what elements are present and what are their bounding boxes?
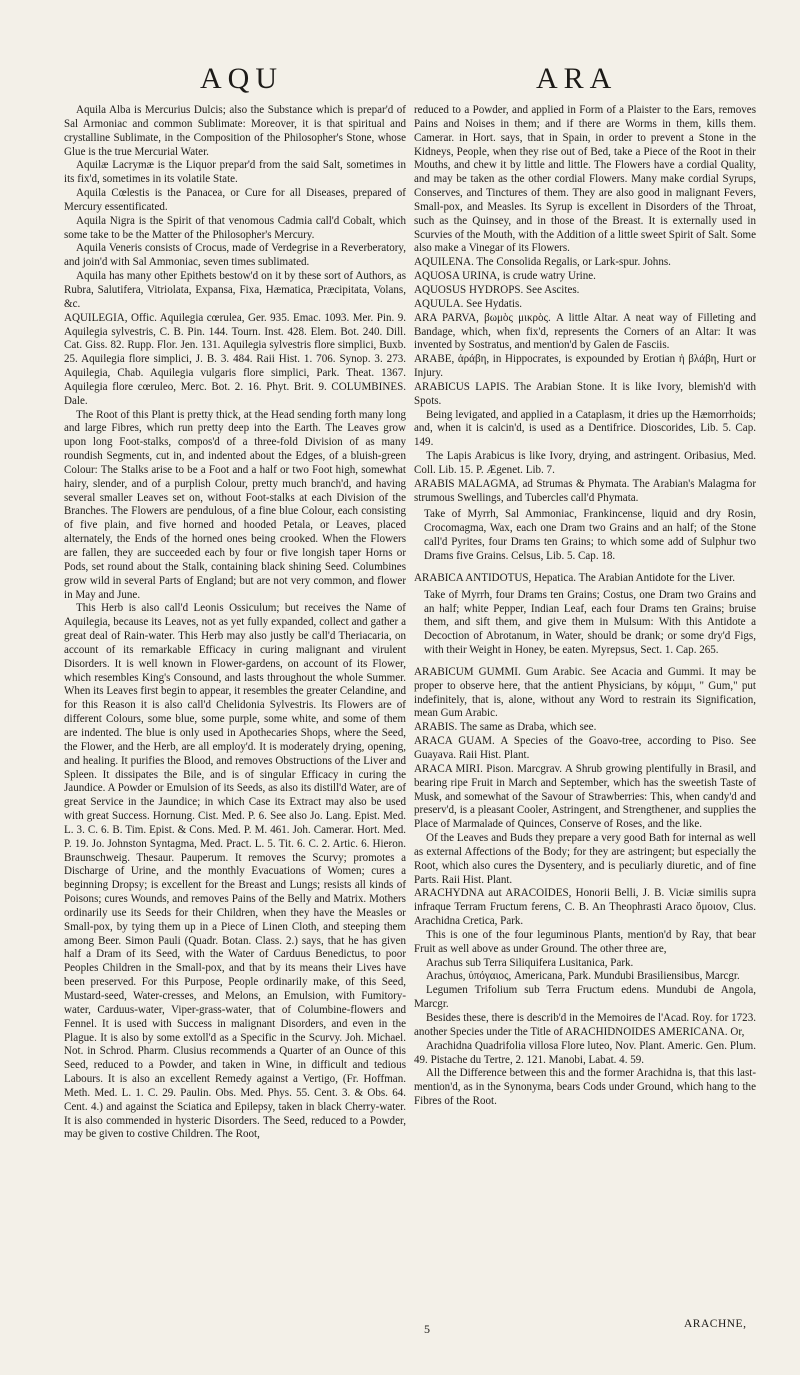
- paragraph: reduced to a Powder, and applied in Form of a Plaister to the Ears, removes Pains and Noises in them; and if there are Worms in them, kills them. Camerar. in Hort. says, that in Spain, in order to prevent a Stone in the Kidneys, People, when they rise out of Bed, take a Piece of the Root in their Mouths, and chew it by little and little. The Flowers have a cordial Quality, and may be taken as the other cordial Flowers. Many make cordial Syrups, Conserves, and Tinctures of them. They are also good in malignant Fevers, Small-pox, and Measles. Its Syrup is excellent in Disorders of the Throat, such as the Quinsey, and in those of the Breast. It is externally used in Scurvies of the Mouth, with the Addition of a little sweet Spirit of Salt. Some also make a Vinegar of its Flowers.: [414, 104, 756, 255]
- paragraph: All the Difference between this and the former Arachidna is, that this last-mention'd, as in the Synonyma, bears Cods under Ground, which hang to the Fibres of the Root.: [414, 1067, 756, 1108]
- species-line: Arachus sub Terra Siliquifera Lusitanica, Park.: [426, 956, 634, 969]
- entry-heading: AQUILEGIA, Offic. Aquilegia cœrulea, Ger. 935. Emac. 1093. Mer. Pin. 9. Aquilegia sylvestris, C. B. Pin. 144. Tourn. Inst. 428. Elem. Bot. 240. Dill. Cat. Giss. 82. Rupp. Flor. Jen. 131. Aquilegia sylvestris flore simplici, Buxb. 25. Aquilegia flore simplici, J. B. 3. 484. Raii Hist. 1. 706. Synop. 3. 273. Aquilegia, Chab. Aquilegia vulgaris flore simplici, Park. Theat. 1367. Aquilegia flore cœruleo, Merc. Bot. 2. 16. Phyt. Brit. 9. COLUMBINES. Dale.: [64, 311, 406, 407]
- recipe-block: Take of Myrrh, four Drams ten Grains; Costus, one Dram two Grains and an half; white Pepper, Indian Leaf, each four Drams ten Grains; bruise them, and sift them, and give them in Mulsum: With this Antidote a Decoction of Abrotanum, in Water, should be drank; or some dry'd Figs, with their Weight in Honey, be eaten. Myrepsus, Sect. 1. Cap. 265.: [424, 588, 756, 657]
- paragraph: Aquilæ Lacrymæ is the Liquor prepar'd from the said Salt, sometimes in its fix'd, sometimes in its volatile State.: [64, 159, 406, 186]
- entry-heading: AQUOSUS HYDROPS. See Ascites.: [414, 283, 580, 296]
- entry-heading: ARABIS MALAGMA, ad Strumas & Phymata. The Arabian's Malagma for strumous Swellings, and Tubercles call'd Phymata.: [414, 477, 756, 504]
- entry-heading: ARABE, ἀράβη, in Hippocrates, is expounded by Erotian ἠ βλάβη, Hurt or Injury.: [414, 353, 756, 380]
- paragraph: This is one of the four leguminous Plants, mention'd by Ray, that bear Fruit as well above as under Ground. The other three are,: [414, 928, 756, 955]
- paragraph: Being levigated, and applied in a Cataplasm, it dries up the Hæmorrhoids; and, when it is calcin'd, is used as a Dentifrice. Dioscorides, Lib. 5. Cap. 149.: [414, 408, 756, 449]
- entry-heading: ARABIS. The same as Draba, which see.: [414, 721, 597, 734]
- paragraph: Aquila Nigra is the Spirit of that venomous Cadmia call'd Cobalt, which some take to be the Matter of the Philosopher's Mercury.: [64, 214, 406, 241]
- entry-heading: AQUILENA. The Consolida Regalis, or Lark-spur. Johns.: [414, 256, 671, 269]
- entry-heading: ARACHYDNA aut ARACOIDES, Honorii Belli, J. B. Viciæ similis supra infraque Terram Fructum ferens, C. B. An Theophrasti Araco ὅμοιον, Clus. Arachidna Cretica, Park.: [414, 887, 756, 928]
- paragraph: The Root of this Plant is pretty thick, at the Head sending forth many long and large Fibres, which run pretty deep into the Earth. The Leaves grow upon long Foot-stalks, compos'd of a three-fold Division of as many roundish Segments, cut in, and indented about the Edges, of a bluish-green Colour: The Stalks arise to be a Foot and a half or two Foot high, somewhat hairy, slender, and of a purplish Colour, pretty much branch'd, and having several smaller Leaves set on, without Foot-stalks at each Division of the Branches. The Flowers are pendulous, of a fine blue Colour, each consisting of five plain, and five horned and hooded Petala, or Leaves, placed alternately, the Ends of the horned ones being crooked. When the Flowers are fallen, they are succeeded each by four or five longish taper Horns or Pods, set round about the Stalk, containing black shining Seed. Columbines grow wild in several Parts of England; but are not very common, and flower in May and June.: [64, 408, 406, 601]
- species-line: Legumen Trifolium sub Terra Fructum edens. Mundubi de Angola, Marcgr.: [414, 984, 756, 1011]
- entry-heading: AQUOSA URINA, is crude watry Urine.: [414, 270, 596, 283]
- species-line: Arachus, ὑπόγαιος, Americana, Park. Mundubi Brasiliensibus, Marcgr.: [426, 970, 740, 983]
- entry-heading: ARACA GUAM. A Species of the Goavo-tree, according to Piso. See Guayava. Raii Hist. Plant.: [414, 735, 756, 761]
- running-head: [0, 62, 800, 102]
- paragraph: Besides these, there is describ'd in the Memoires de l'Acad. Roy. for 1723. another Species under the Title of ARACHIDNOIDES AMERICANA. Or,: [414, 1012, 756, 1038]
- paragraph: This Herb is also call'd Leonis Ossiculum; but receives the Name of Aquilegia, because its Leaves, not as yet fully expanded, collect and gather a great deal of Rain-water. This Herb may also justly be call'd Theriacaria, on account of its remarkable Efficacy in curing malignant and virulent Disorders. It is well known in Flower-gardens, on account of its Flower, which resembles King's Consound, and lasts throughout the whole Summer. When its Leaves first begin to appear, it resembles the greater Celandine, and for this Reason it is also call'd Chelidonia Sylvestris. Its Flowers are of different Colours, some blue, some purple, some white, and some of them are indented. The blue is only used in Apothecaries Shops, where the Seed, the Flower, and the Herb, are all employ'd. It is moderately drying, opening, and healing. It purifies the Blood, and removes Obstructions of the Liver and Spleen. It dissipates the Bile, and is of singular Efficacy in curing the Jaundice. A Powder or Emulsion of its Seeds, as also its distill'd Water, are of great Service in the Jaundice; in which Case its Extract may also be used with great Success. Hornung. Cist. Med. P. 6. See also Jo. Lang. Epist. Med. L. 3. C. 6. B. Tim. Epist. & Cons. Med. P. M. 461. Joh. Camerar. Hort. Med. P. 19. Jo. Johnston Syntagma, Med. Pract. L. 5. Tit. 6. C. 2. Artic. 6. Hieron. Braunschweig. Thesaur. Pauperum. It removes the Scurvy; promotes a Discharge of Urine, and the monthly Evacuations of Women; cures a beginning Dropsy; is excellent for the Breast and Lungs; resists all kinds of Poisons; cures Wounds, and removes Pains of the Belly and Matrix. Mothers ordinarily use its Seeds for their Children, when they have the Measles or Small-pox, by tying them up in a Piece of Linen Cloth, and steeping them among Beer. Simon Pauli (Quadr. Botan. Class. 2.) says, that he has given half a Dram of its Seed, with the Water of Carduus Benedictus, to poor Peoples Children in the Small-pox, and that by its means their Lives have been preserved. For this Purpose, People ordinarily make, of this Seed, Mustard-seed, Water-cresses, and Melons, an Emulsion, with Fumitory-water, Carduus-water, Viper-grass-water, that of Columbine-flowers and Fennel. It is used with Success in malignant Disorders, and even in the Plague. It is also by some extoll'd as a Specific in the Scurvy. Joh. Michael. Not. in Schrod. Pharm. Clusius recommends a Quarter of an Ounce of this Seed, reduced to a Powder, and taken in Wine, in difficult and tedious Labours. It is also an excellent Remedy against a Vertigo, (Fr. Hoffman. Meth. Med. L. 1. C. 29. Paulin. Obs. Med. Phys. 55. Cent. 3. & Obs. 64. Cent. 4.) and against the Sciatica and Epilepsy, taken in black Cherry-water. It is also commended in hysteric Disorders. The Seed, reduced to a Powder, may be given to costive Children. The Root,: [64, 602, 406, 1141]
- entry-heading: ARACA MIRI. Pison. Marcgrav. A Shrub growing plentifully in Brasil, and bearing ripe Fruit in March and September, which has the sweetish Taste of Musk, and somewhat of the Savour of Strawberries: This, when candy'd and preserv'd, is a pleasant Cooler, Astringent, and Strengthener, and supplies the Place of Marmalade of Quinces, Conserve of Roses, and the like.: [414, 762, 756, 831]
- species-line: Arachidna Quadrifolia villosa Flore luteo, Nov. Plant. Americ. Gen. Plum. 49. Pistache du Tertre, 2. 121. Manobi, Labat. 4. 59.: [414, 1039, 756, 1066]
- running-head-right: ARA: [536, 62, 618, 95]
- paragraph: The Lapis Arabicus is like Ivory, drying, and astringent. Oribasius, Med. Coll. Lib. 15. P. Ægenet. Lib. 7.: [414, 450, 756, 476]
- page-footer: [0, 1318, 800, 1352]
- page-number: 5: [424, 1322, 430, 1336]
- paragraph: Of the Leaves and Buds they prepare a very good Bath for internal as well as external Affections of the Body; for they are astringent; but especially the Root, which also cures the Dysentery, and is peculiarly diuretic, and of fine Parts. Raii Hist. Plant.: [414, 832, 756, 886]
- entry-heading: ARABICUS LAPIS. The Arabian Stone. It is like Ivory, blemish'd with Spots.: [414, 380, 756, 407]
- right-column: [414, 104, 756, 1109]
- left-column: [64, 104, 406, 1142]
- entry-heading: AQUULA. See Hydatis.: [414, 297, 522, 310]
- recipe-block: Take of Myrrh, Sal Ammoniac, Frankincense, liquid and dry Rosin, Crocomagma, Wax, each one Dram two Grains and an half; of the Stone call'd Pyrites, four Drams ten Grains; to which some add of Sulphur two Drams five Grains. Celsus, Lib. 5. Cap. 18.: [424, 508, 756, 562]
- entry-heading: ARABICUM GUMMI. Gum Arabic. See Acacia and Gummi. It may be proper to observe here, that the antient Physicians, by κόμμι, " Gum," put indefinitely, that is, alone, without any Word to restrain its Signification, mean Gum Arabic.: [414, 665, 756, 720]
- catchword: ARACHNE,: [684, 1318, 747, 1330]
- paragraph: Aquila Veneris consists of Crocus, made of Verdegrise in a Reverberatory, and join'd with Sal Ammoniac, seven times sublimated.: [64, 242, 406, 269]
- paragraph: Aquila has many other Epithets bestow'd on it by these sort of Authors, as Rubra, Salutifera, Vitriolata, Expansa, Fixa, Hæmatica, Præcipitata, Volans, &c.: [64, 270, 406, 310]
- running-head-left: AQU: [200, 62, 283, 95]
- entry-heading: ARABICA ANTIDOTUS, Hepatica. The Arabian Antidote for the Liver.: [414, 571, 736, 584]
- entry-heading: ARA PARVA, βωμὸς μικρὸς. A little Altar. A neat way of Filleting and Bandage, which, when fix'd, represents the Corners of an Altar: It was invented by Sostratus, and mention'd by Galen de Fasciis.: [414, 311, 756, 352]
- paragraph: Aquila Cœlestis is the Panacea, or Cure for all Diseases, prepared of Mercury essentificated.: [64, 187, 406, 213]
- paragraph: Aquila Alba is Mercurius Dulcis; also the Substance which is prepar'd of Sal Armoniac and common Sublimate: Moreover, it is that spiritual and crystalline Sublimate, in the Composition of the Philosopher's Stone, whose Glue is the true Mercurial Water.: [64, 104, 406, 158]
